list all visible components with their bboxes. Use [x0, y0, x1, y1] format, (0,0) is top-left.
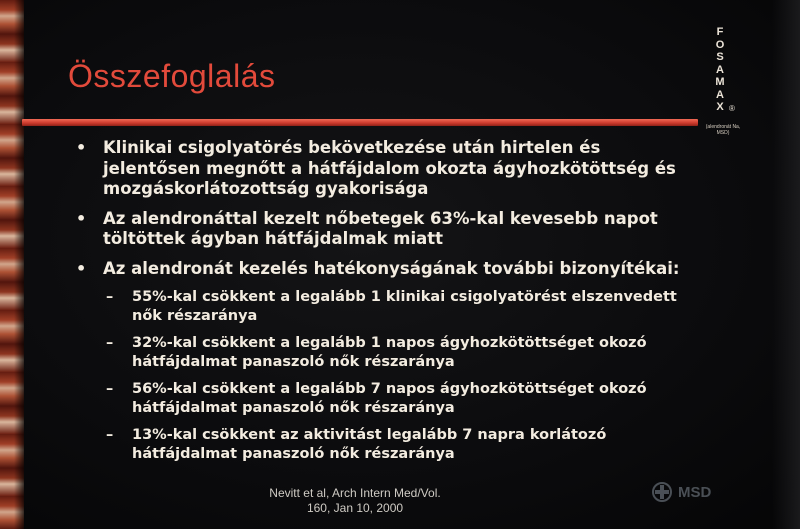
title-divider [22, 119, 698, 126]
bullet-dot-icon: • [76, 208, 87, 228]
sub-bullet-item [76, 288, 686, 325]
sub-bullet-text: 13%-kal csökkent az aktivitást legalább 7 napra korlátozó hátfájdalmat panaszoló nők részaránya [132, 427, 607, 462]
sub-bullet-text: 32%-kal csökkent a legalább 1 napos ágyhozkötöttséget okozó hátfájdalmat panaszoló nők részaránya [132, 335, 647, 370]
dash-icon: – [106, 289, 114, 305]
brand-letter: A [716, 88, 724, 101]
dash-icon: – [106, 335, 114, 351]
brand-letter: O [715, 38, 725, 51]
msd-logo [652, 482, 711, 502]
bullet-item [76, 259, 686, 280]
citation-line: Nevitt et al, Arch Intern Med/Vol. [269, 486, 441, 500]
bullet-dot-icon: • [76, 138, 87, 157]
citation [210, 486, 500, 516]
citation-line: 160, Jan 10, 2000 [306, 501, 404, 515]
brand-letter: A [716, 63, 724, 76]
brand-letter: X [716, 101, 724, 113]
bullet-text: Klinikai csigolyatörés bekövetkezése után hirtelen és jelentősen megnőtt a hátfájdalom okozta ágyhozkötöttség és mozgáskorlátozottság gyakorisága [103, 138, 676, 198]
brand-subtext: (alendronát Na, MSD) [705, 124, 741, 136]
slide-body [76, 138, 686, 472]
brand-letter: F [716, 26, 724, 38]
decorative-bone-strip [0, 0, 24, 529]
bullet-text: Az alendronát kezelés hatékonyságának további bizonyítékai: [103, 258, 680, 278]
bullet-item [76, 209, 686, 250]
dash-icon: – [106, 427, 114, 443]
brand-letter: M [715, 76, 725, 88]
brand-logo-fosamax [708, 26, 732, 114]
msd-logo-text: MSD [678, 483, 712, 501]
registered-mark: ® [729, 104, 735, 113]
bullet-item [76, 138, 686, 200]
slide-edge [772, 0, 800, 529]
sub-bullet-item [76, 380, 686, 417]
sub-bullet-text: 55%-kal csökkent a legalább 1 klinikai csigolyatörést elszenvedett nők részaránya [132, 289, 677, 324]
sub-bullet-text: 56%-kal csökkent a legalább 7 napos ágyhozkötöttséget okozó hátfájdalmat panaszoló nők részaránya [132, 381, 647, 416]
msd-emblem-icon [652, 482, 672, 502]
brand-letter: S [716, 51, 724, 63]
sub-bullet-item [76, 334, 686, 371]
sub-bullet-item [76, 426, 686, 463]
dash-icon: – [106, 381, 114, 397]
slide-title: Összefoglalás [68, 58, 276, 94]
bullet-text: Az alendronáttal kezelt nőbetegek 63%-kal kevesebb napot töltöttek ágyban hátfájdalmak miatt [103, 208, 658, 248]
bullet-dot-icon: • [76, 258, 87, 278]
